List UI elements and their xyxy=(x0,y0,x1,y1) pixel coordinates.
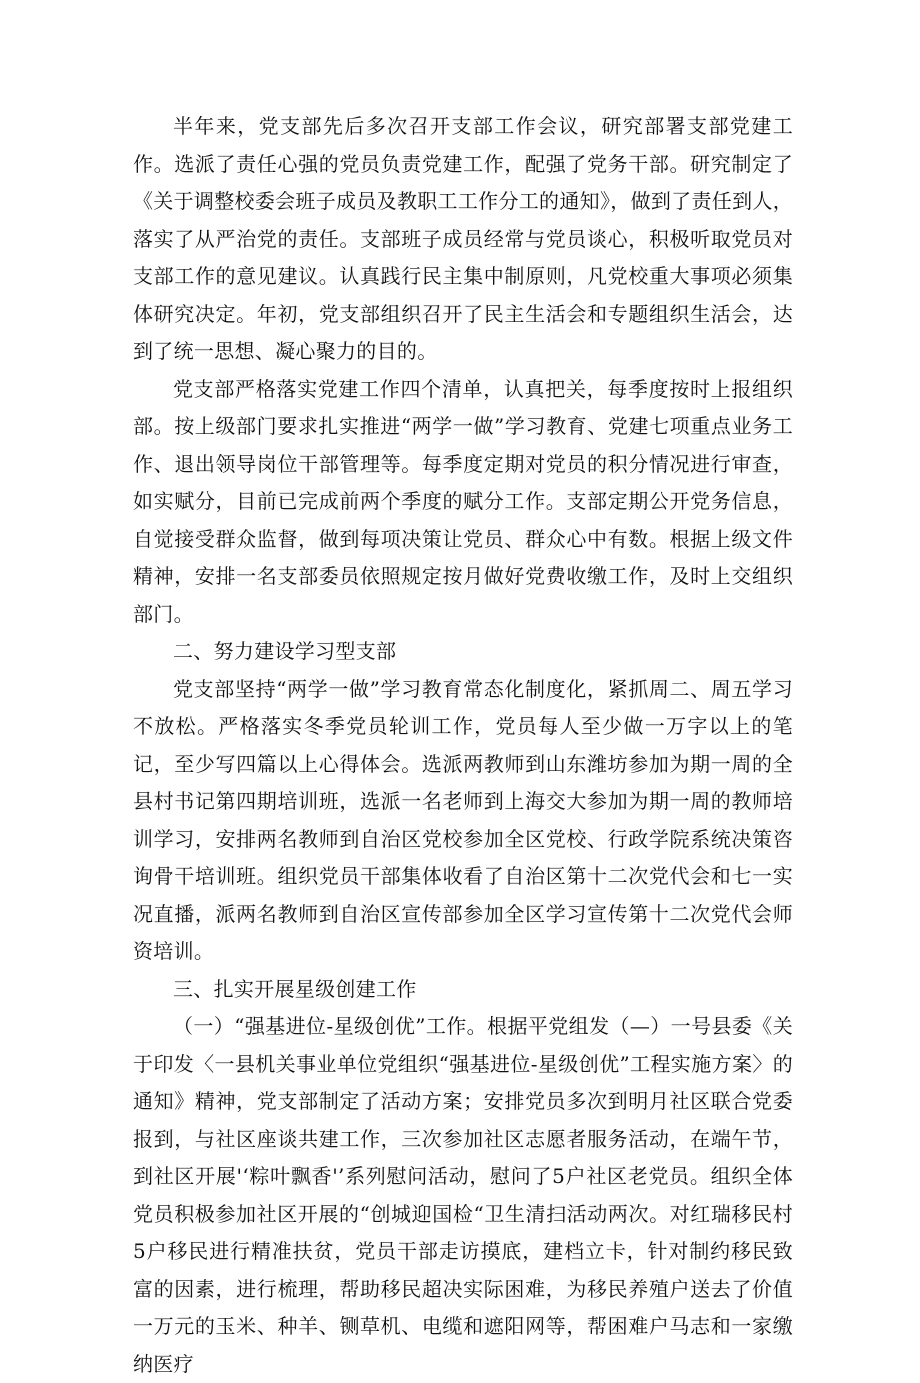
paragraph-learning-education: 党支部坚持“两学一做”学习教育常态化制度化，紧抓周二、周五学习不放松。严格落实冬季党员轮训工作，党员每人至少做一万字以上的笔记，至少写四篇以上心得体会。选派两教师到山东潍坊参加为期一周的全县村书记第四期培训班，选派一名老师到上海交大参加为期一周的教师培训学习，安排两名教师到自治区党校参加全区党校、行政学院系统决策咨询骨干培训班。组织党员干部集体收看了自治区第十二次党代会和七一实况直播，派两名教师到自治区宣传部参加全区学习宣传第十二次党代会师资培训。 xyxy=(133,676,793,963)
section-heading-star-rating: 三、扎实开展星级创建工作 xyxy=(173,976,417,1001)
paragraph-party-meetings: 半年来，党支部先后多次召开支部工作会议，研究部署支部党建工作。选派了责任心强的党员负责党建工作，配强了党务干部。研究制定了《关于调整校委会班子成员及教职工工作分工的通知》，做到了责任到人，落实了从严治党的责任。支部班子成员经常与党员谈心，积极听取党员对支部工作的意见建议。认真践行民主集中制原则，凡党校重大事项必须集体研究决定。年初，党支部组织召开了民主生活会和专题组织生活会，达到了统一思想、凝心聚力的目的。 xyxy=(133,114,793,363)
document-body xyxy=(133,108,793,1383)
section-heading-learning-branch: 二、努力建设学习型支部 xyxy=(173,639,397,663)
paragraph-four-lists: 党支部严格落实党建工作四个清单，认真把关，每季度按时上报组织部。按上级部门要求扎实推进“两学一做”学习教育、党建七项重点业务工作、退出领导岗位干部管理等。每季度定期对党员的积分情况进行审查，如实赋分，目前已完成前两个季度的赋分工作。支部定期公开党务信息，自觉接受群众监督，做到每项决策让党员、群众心中有数。根据上级文件精神，安排一名支部委员依照规定按月做好党费收缴工作，及时上交组织部门。 xyxy=(133,376,793,626)
paragraph-star-creation-work: （一）“强基进位-星级创优”工作。根据平党组发（—）一号县委《关于印发〈一县机关事业单位党组织“强基进位-星级创优”工程实施方案〉的通知》精神，党支部制定了活动方案；安排党员多次到明月社区联合党委报到，与社区座谈共建工作，三次参加社区志愿者服务活动，在端午节，到社区开展'‘粽叶飘香'’系列慰问活动，慰问了5户社区老党员。组织全体党员积极参加社区开展的“创城迎国检“卫生清扫活动两次。对红瑞移民村5户移民进行精准扶贫，党员干部走访摸底，建档立卡，针对制约移民致富的因素，进行梳理，帮助移民超决实际困难，为移民养殖户送去了价值一万元的玉米、种羊、铡草机、电缆和遮阳网等，帮困难户马志和一家缴纳医疗 xyxy=(133,1014,793,1376)
